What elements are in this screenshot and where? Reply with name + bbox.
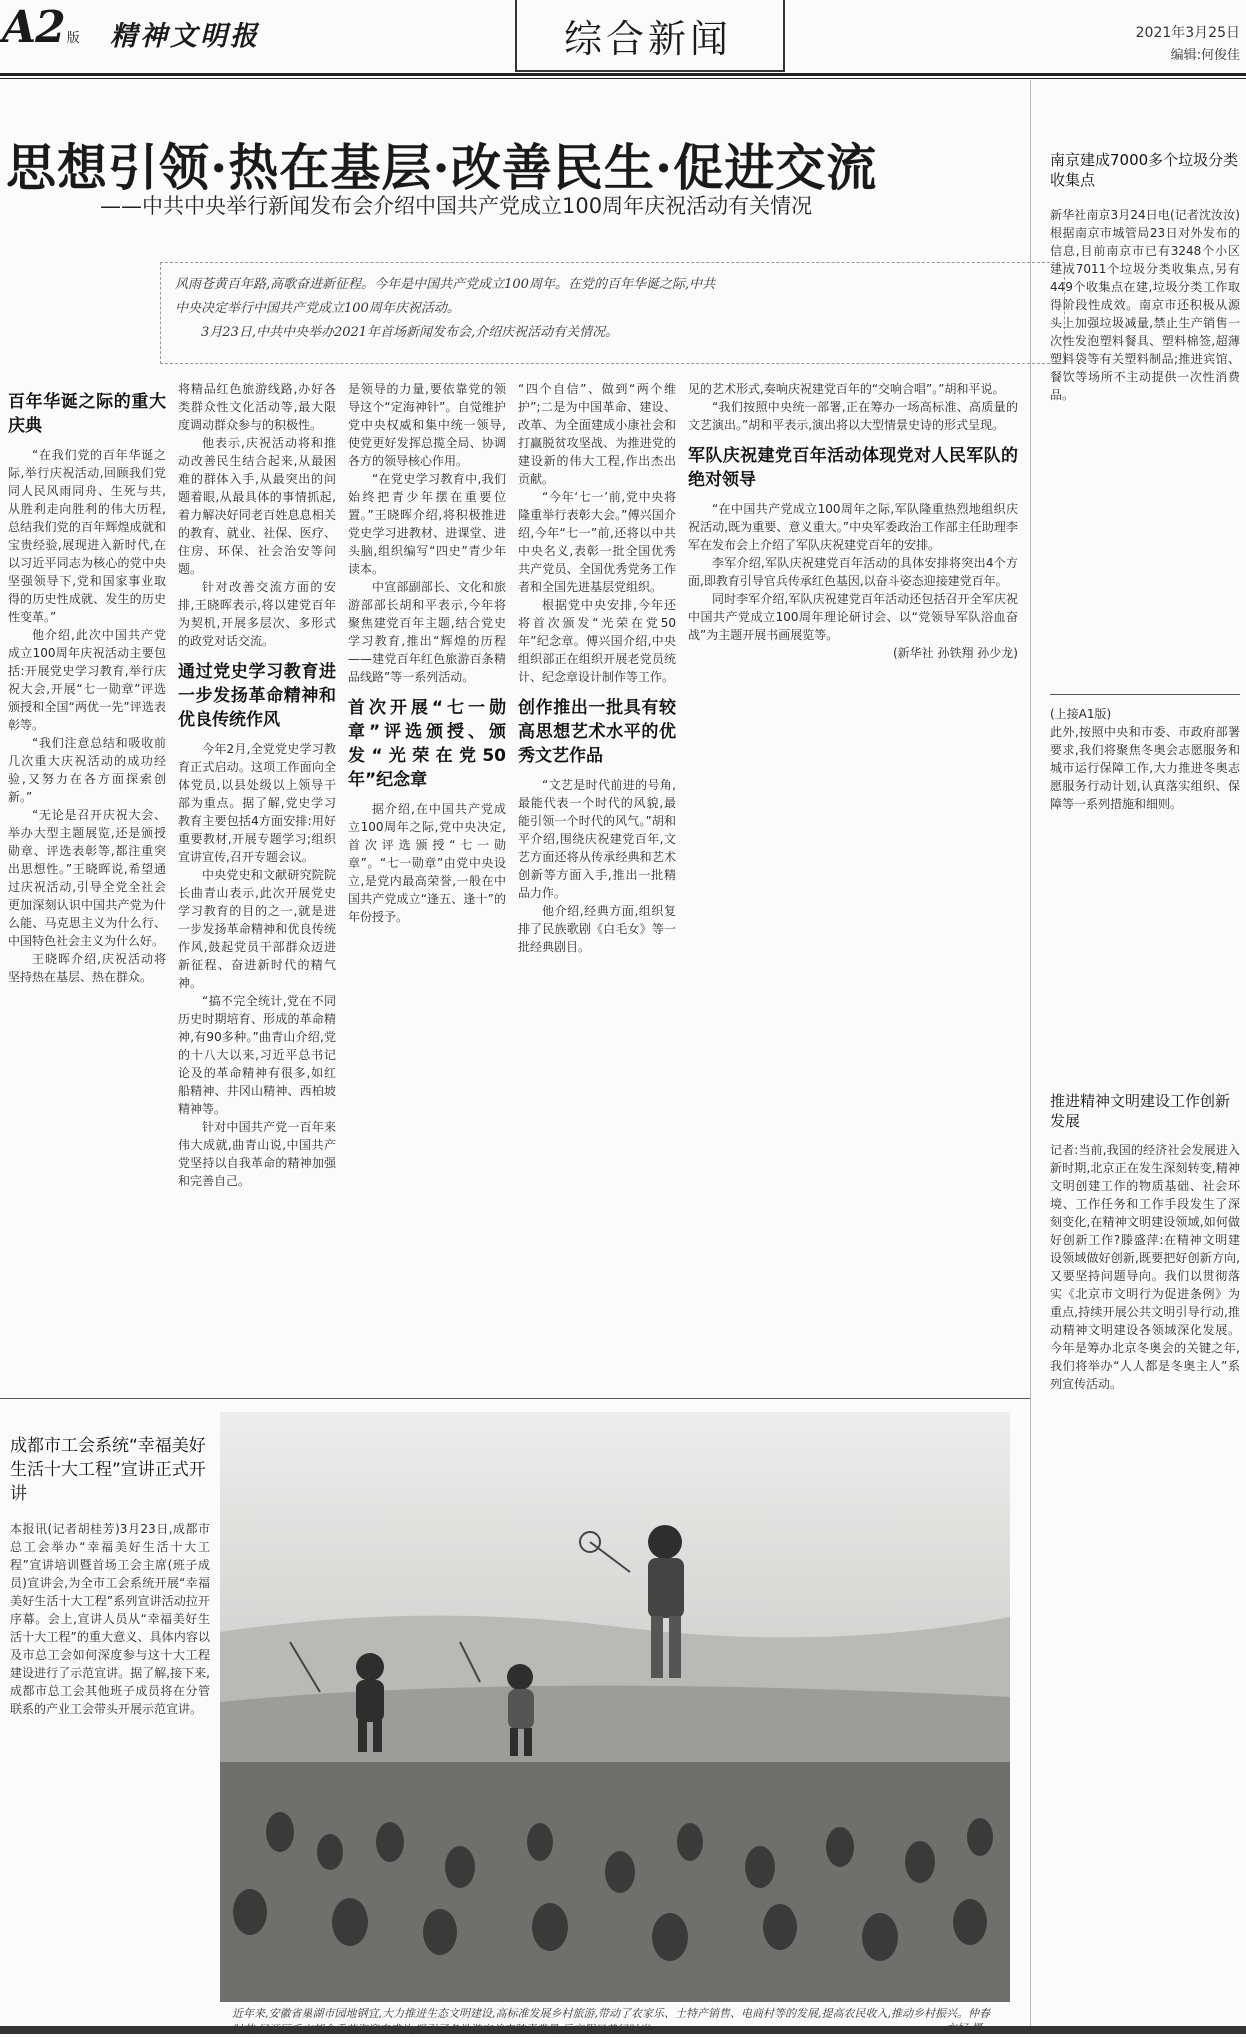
bottom-left-heading: 成都市工会系统“幸福美好生活十大工程”宣讲正式开讲 xyxy=(10,1436,206,1504)
sidebar-heading-1: 南京建成7000多个垃圾分类收集点 xyxy=(1050,151,1239,189)
lead-line-3: 3月23日,中共中央举办2021年首场新闻发布会,介绍庆祝活动有关情况。 xyxy=(201,325,619,340)
sidebar-heading-2: 推进精神文明建设工作创新发展 xyxy=(1050,1092,1231,1130)
col5-paragraph: “在中国共产党成立100周年之际,军队隆重热烈地组织庆祝活动,既为重要、意义重大。”中央军委政治工作部主任助理李军在发布会上介绍了军队庆祝建党百年的安排。 xyxy=(688,502,1018,552)
children-flower-field-photo xyxy=(220,1412,1010,2002)
article-column-2 xyxy=(178,380,336,1390)
bottom-left-body: 本报讯(记者胡桂芳)3月23日,成都市总工会举办“幸福美好生活十大工程”宣讲培训暨首场工会主席(班子成员)宣讲会,为全市工会系统开展“幸福美好生活十大工程”系列宣讲活动拉开序幕。会上,宣讲人员从“幸福美好生活十大工程”的重大意义、具体内容以及市总工会如何深度参与这十大工程建设进行了示范宣讲。据了解,接下来,成都市总工会其他班子成员将在分管联系的产业工会带头开展示范宣讲。 xyxy=(10,1522,210,1716)
page-suffix: 版 xyxy=(66,31,79,46)
newspaper-name: 精神文明报 xyxy=(110,21,260,52)
col5-paragraph: “我们按照中央统一部署,正在筹办一场高标准、高质量的文艺演出。”胡和平表示,演出将以大型情景史诗的形式呈现。 xyxy=(688,400,1018,432)
col1-paragraph: 王晓晖介绍,庆祝活动将坚持热在基层、热在群众。 xyxy=(8,952,166,984)
lead-line-1: 风雨苍黄百年路,高歌奋进新征程。今年是中国共产党成立100周年。在党的百年华诞之际,中共 xyxy=(175,277,716,292)
col5-heading: 军队庆祝建党百年活动体现党对人民军队的绝对领导 xyxy=(688,446,1018,490)
sidebar-continuation-label: (上接A1版) xyxy=(1050,707,1112,721)
sidebar-divider-1 xyxy=(1050,694,1240,695)
lead-line-2: 中央决定举行中国共产党成立100周年庆祝活动。 xyxy=(175,301,460,316)
page-bottom-band xyxy=(0,2026,1246,2034)
col2-paragraph: 他表示,庆祝活动将和推动改善民生结合起来,从最困难的群体入手,从最突出的问题着眼,从最具体的事情抓起,着力解决好同老百姓息息相关的教育、就业、社保、医疗、住房、环保、社会治安等问题。 xyxy=(178,436,336,576)
col3-heading: 首次开展“七一勋章”评选颁授、颁发“光荣在党50年”纪念章 xyxy=(348,698,506,790)
issue-date: 2021年3月25日 xyxy=(1135,25,1240,41)
col4-paragraph: 他介绍,经典方面,组织复排了民族歌剧《白毛女》等一批经典剧目。 xyxy=(518,904,676,954)
sidebar xyxy=(1050,150,1240,2020)
page-number: A2 版 xyxy=(2,2,79,53)
photo-caption: 近年来,安徽省巢湖市园地钢宜,大力推进生态文明建设,高标准发展乡村旅游,带动了农家乐、土特产销售、电商村等的发展,提高农民收入,推动乡村振兴。仲春 xyxy=(232,2007,990,2020)
col5-credit: (新华社 孙铁翔 孙少龙) xyxy=(893,646,1018,660)
sidebar-text-3: 记者:当前,我国的经济社会发展进入新时期,北京正在发生深刻转变,精神文明创建工作的物质基础、社会环境、工作任务和工作手段发生了深刻变化,在精神文明建设领域,如何做好创新工作?滕盛萍:在精神文明建设领域做好创新,既要把好创新方向,又要坚持问题导向。我们以贯彻落实《北京市文明行为促进条例》为重点,持续开展公共文明引导行动,推动精神文明建设各领域深化发展。今年是筹办北京冬奥会的关键之年,我们将举办“人人都是冬奥主人”系列宣传活动。 xyxy=(1050,1143,1240,1391)
main-headline: 思想引领·热在基层·改善民生·促进交流 xyxy=(6,138,878,197)
article-column-5 xyxy=(688,380,1018,1390)
col2-paragraph: 针对改善交流方面的安排,王晓晖表示,将以建党百年为契机,开展多层次、多形式的政党对话交流。 xyxy=(178,580,336,648)
article-column-3 xyxy=(348,380,506,1390)
col2-paragraph: 将精品红色旅游线路,办好各类群众性文化活动等,最大限度调动群众参与的积极性。 xyxy=(178,382,336,432)
article-column-4 xyxy=(518,380,676,1390)
col4-heading: 创作推出一批具有较高思想艺术水平的优秀文艺作品 xyxy=(518,698,676,766)
col4-paragraph: “文艺是时代前进的号角,最能代表一个时代的风貌,最能引领一个时代的风气。”胡和平介绍,围绕庆祝建党百年,文艺方面还将从传承经典和艺术创新等方面入手,推出一批精品力作。 xyxy=(518,778,676,900)
sidebar-text-2: 此外,按照中央和市委、市政府部署要求,我们将聚焦冬奥会志愿服务和城市运行保障工作,大力推进冬奥志愿服务行动计划,认真落实组织、保障等一系列措施和细则。 xyxy=(1050,725,1240,811)
col5-paragraph: 同时李军介绍,军队庆祝建党百年活动还包括召开全军庆祝中国共产党成立100周年理论研讨会、以“党领导军队浴血奋战”为主题开展书画展览等。 xyxy=(688,592,1018,642)
col3-paragraph: 据介绍,在中国共产党成立100周年之际,党中央决定,首次评选颁授“七一勋章”。“七一勋章”由党中央设立,是党内最高荣誉,一般在中国共产党成立“逢五、逢十”的年份授予。 xyxy=(348,802,506,924)
editor-credit: 编辑:何俊佳 xyxy=(1170,48,1240,63)
col1-paragraph: “在我们党的百年华诞之际,举行庆祝活动,回顾我们党同人民风雨同舟、生死与共,从胜利走向胜利的伟大历程,总结我们党的百年辉煌成就和宝贵经验,展现进入新时代,在以习近平同志为核心的党中央坚强领导下,党和国家事业取得的历史性成就、发生的历史性变革。” xyxy=(8,448,166,624)
col1-paragraph: 他介绍,此次中国共产党成立100周年庆祝活动主要包括:开展党史学习教育,举行庆祝大会,开展“七一勋章”评选颁授和全国“两优一先”评选表彰等。 xyxy=(8,628,166,732)
col2-paragraph: “搞不完全统计,党在不同历史时期培育、形成的革命精神,有90多种。”曲青山介绍,党的十八大以来,习近平总书记论及的革命精神有很多,如红船精神、井冈山精神、西柏坡精神等。 xyxy=(178,994,336,1116)
col2-paragraph: 今年2月,全党党史学习教育正式启动。这项工作面向全体党员,以县处级以上领导干部为重点。据了解,党史学习教育主要包括4方面安排:用好重要教材,开展专题学习;组织宣讲宣传,召开专题会议。 xyxy=(178,742,336,864)
col4-paragraph: “今年‘七一’前,党中央将隆重举行表彰大会。”傅兴国介绍,今年“七一”前,还将以中共中央名义,表彰一批全国优秀共产党员、全国优秀党务工作者和全国先进基层党组织。 xyxy=(518,490,676,594)
col1-paragraph: “无论是召开庆祝大会、举办大型主题展览,还是颁授勋章、评选表彰等,都注重突出思想性。”王晓晖说,希望通过庆祝活动,引导全党全社会更加深刻认识中国共产党为什么能、马克思主义为什么行、中国特色社会主义为什么好。 xyxy=(8,808,166,948)
col3-paragraph: 是领导的力量,要依靠党的领导这个“定海神针”。自觉维护党中央权威和集中统一领导,使党更好发挥总揽全局、协调各方的领导核心作用。 xyxy=(348,382,506,468)
sidebar-divider xyxy=(1030,80,1031,2030)
col5-paragraph: 见的艺术形式,奏响庆祝建党百年的“交响合唱”。”胡和平说。 xyxy=(688,382,1005,396)
sidebar-text-1: 新华社南京3月24日电(记者沈汝汝)根据南京市城管局23日对外发布的信息,目前南京市已有3248个小区建成7011个垃圾分类收集点,另有449个收集点在建,垃圾分类工作取得阶段性成效。南京市还积极从源头上加强垃圾减量,禁止生产销售一次性发泡塑料餐具、塑料棉签,超薄塑料袋等有关塑料制品;推进宾馆、餐饮等场所不主动提供一次性消费品。 xyxy=(1050,208,1240,402)
article-column-1 xyxy=(8,380,166,1390)
masthead-rule-thin xyxy=(0,78,1246,79)
col3-paragraph: 中宣部副部长、文化和旅游部部长胡和平表示,今年将聚焦建党百年主题,结合党史学习教育,推出“辉煌的历程——建党百年红色旅游百条精品线路”等一系列活动。 xyxy=(348,580,506,684)
photo-illustration xyxy=(220,1412,1010,2002)
col5-paragraph: 李军介绍,军队庆祝建党百年活动的具体安排将突出4个方面,即教育引导官兵传承红色基因,以奋斗姿态迎接建党百年。 xyxy=(688,556,1018,588)
col2-paragraph: 中央党史和文献研究院院长曲青山表示,此次开展党史学习教育的目的之一,就是进一步发扬革命精神和优良传统作风,鼓起党员干部群众迈进新征程、奋进新时代的精气神。 xyxy=(178,868,336,990)
col1-paragraph: “我们注意总结和吸收前几次重大庆祝活动的成功经验,又努力在各方面探索创新。” xyxy=(8,736,166,804)
section-title: 综合新闻 xyxy=(563,17,732,61)
col3-paragraph: “在党史学习教育中,我们始终把青少年摆在重要位置。”王晓晖介绍,将积极推进党史学习进教材、进课堂、进头脑,组织编写“四史”青少年读本。 xyxy=(348,472,506,576)
col4-paragraph: 根据党中央安排,今年还将首次颁发“光荣在党50年”纪念章。傅兴国介绍,中央组织部正在组织开展老党员统计、纪念章设计制作等工作。 xyxy=(518,598,676,684)
col2-heading: 通过党史学习教育进一步发扬革命精神和优良传统作风 xyxy=(178,662,336,730)
bottom-section-rule xyxy=(0,1398,1030,1399)
col4-paragraph: “四个自信”、做到“两个维护”;二是为中国革命、建设、改革、为全面建成小康社会和打赢脱贫攻坚战、为推进党的建设新的伟大工程,作出杰出贡献。 xyxy=(518,382,676,486)
masthead-rule xyxy=(0,73,1246,76)
col2-paragraph: 针对中国共产党一百年来伟大成就,曲青山说,中国共产党坚持以自我革命的精神加强和完善自己。 xyxy=(178,1120,336,1188)
lead-box xyxy=(160,262,1065,364)
main-subheadline: ——中共中央举行新闻发布会介绍中国共产党成立100周年庆祝活动有关情况 xyxy=(100,194,813,218)
col1-heading: 百年华诞之际的重大庆典 xyxy=(8,392,166,436)
